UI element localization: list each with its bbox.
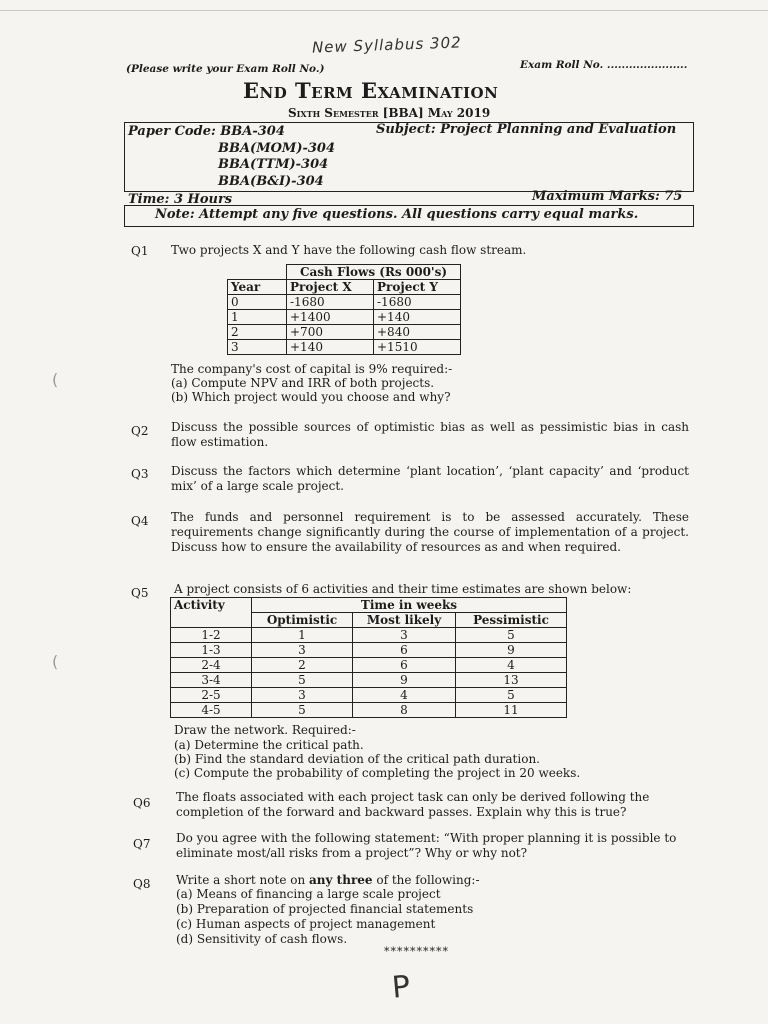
max-marks-label: Maximum Marks: 75 bbox=[532, 189, 683, 204]
table-cell: 3 bbox=[228, 340, 287, 355]
table-cell: 1 bbox=[228, 310, 287, 325]
q8-intro-end: of the following:- bbox=[372, 873, 480, 887]
table-cell: 13 bbox=[456, 673, 567, 688]
question-text: Discuss the possible sources of optimistic bias as well as pessimistic bias in cash flow estimation. bbox=[171, 420, 689, 449]
subject-label: Subject: Project Planning and Evaluation bbox=[376, 122, 677, 137]
table-row bbox=[228, 310, 461, 325]
question-subpart: (b) Which project would you choose and why? bbox=[171, 390, 451, 404]
table-cell: +1400 bbox=[287, 310, 374, 325]
table-group-header: Cash Flows (Rs 000's) bbox=[287, 265, 461, 280]
table-cell: +1510 bbox=[374, 340, 461, 355]
table-cell: +140 bbox=[374, 310, 461, 325]
table-cell: 5 bbox=[252, 673, 353, 688]
table-cell: 5 bbox=[252, 703, 353, 718]
question-number: Q4 bbox=[131, 514, 149, 528]
question-subtext: The company's cost of capital is 9% required:- bbox=[171, 362, 453, 376]
question-number: Q7 bbox=[133, 837, 151, 851]
question-text: Do you agree with the following statement: “With proper planning it is possible to eliminate most/all risks from a project”? Why or why not? bbox=[176, 831, 677, 860]
question-number: Q3 bbox=[131, 467, 149, 481]
table-cell: 9 bbox=[353, 673, 456, 688]
question-text: Discuss the factors which determine ‘plant location’, ‘plant capacity’ and ‘product mix’ of a large scale project. bbox=[171, 464, 689, 493]
table-cell: +840 bbox=[374, 325, 461, 340]
table-group-header: Time in weeks bbox=[252, 598, 567, 613]
scan-mark: ( bbox=[52, 652, 59, 671]
question-subpart: (d) Sensitivity of cash flows. bbox=[176, 932, 348, 946]
table-row bbox=[228, 295, 461, 310]
scan-mark: ( bbox=[52, 370, 59, 389]
question-text bbox=[176, 873, 480, 888]
question-number: Q1 bbox=[131, 244, 149, 258]
question-number: Q5 bbox=[131, 586, 149, 600]
column-header: Year bbox=[228, 280, 287, 295]
table-row bbox=[171, 658, 567, 673]
table-cell: 3 bbox=[252, 643, 353, 658]
table-cell: 11 bbox=[456, 703, 567, 718]
table-cell: 9 bbox=[456, 643, 567, 658]
table-row bbox=[171, 673, 567, 688]
table-cell: 6 bbox=[353, 643, 456, 658]
semester-subtitle: Sixth Semester [BBA] May 2019 bbox=[288, 106, 491, 120]
table-cell: 4-5 bbox=[171, 703, 252, 718]
table-cell: 5 bbox=[456, 688, 567, 703]
question-subpart: (a) Compute NPV and IRR of both projects. bbox=[171, 376, 435, 390]
q8-intro-emphasis: any three bbox=[309, 873, 373, 887]
question-number: Q8 bbox=[133, 877, 151, 891]
question-subpart: (c) Compute the probability of completing the project in 20 weeks. bbox=[174, 766, 581, 780]
table-cell: -1680 bbox=[374, 295, 461, 310]
paper-code: BBA(MOM)-304 bbox=[218, 140, 335, 156]
table-cell: 3 bbox=[252, 688, 353, 703]
table-cell: 4 bbox=[353, 688, 456, 703]
exam-roll-instruction: (Please write your Exam Roll No.) bbox=[126, 63, 325, 75]
paper-code: BBA(B&I)-304 bbox=[218, 173, 324, 189]
question-text: A project consists of 6 activities and their time estimates are shown below: bbox=[174, 582, 632, 596]
table-row bbox=[228, 325, 461, 340]
column-header: Optimistic bbox=[252, 613, 353, 628]
table-row bbox=[228, 340, 461, 355]
q8-intro-start: Write a short note on bbox=[176, 873, 310, 887]
table-cell: 6 bbox=[353, 658, 456, 673]
column-header: Activity bbox=[171, 598, 252, 628]
question-text: The funds and personnel requirement is to be assessed accurately. These requirements change significantly during the course of implementation of a project. Discuss how to ensure the availability of resources as and when required. bbox=[171, 510, 689, 554]
table-cell: 4 bbox=[456, 658, 567, 673]
handwritten-mark: P bbox=[390, 969, 412, 1006]
table-cell: 8 bbox=[353, 703, 456, 718]
scan-edge-line bbox=[0, 10, 768, 11]
table-row bbox=[171, 688, 567, 703]
handwritten-note: New Syllabus 302 bbox=[311, 33, 462, 57]
column-header: Project X bbox=[287, 280, 374, 295]
table-cell: 2-4 bbox=[171, 658, 252, 673]
question-subpart: (b) Preparation of projected financial statements bbox=[176, 902, 474, 916]
table-cell: 3-4 bbox=[171, 673, 252, 688]
question-number: Q6 bbox=[133, 796, 151, 810]
paper-code: BBA(TTM)-304 bbox=[218, 157, 329, 172]
question-text: Two projects X and Y have the following cash flow stream. bbox=[171, 243, 527, 257]
table-cell: 2-5 bbox=[171, 688, 252, 703]
table-row bbox=[171, 643, 567, 658]
paper-code-label: Paper Code: BBA-304 bbox=[128, 124, 285, 139]
question-subpart: (a) Determine the critical path. bbox=[174, 738, 364, 752]
table-cell: 1-3 bbox=[171, 643, 252, 658]
end-stars: ********** bbox=[384, 945, 449, 958]
question-subtext: Draw the network. Required:- bbox=[174, 723, 356, 737]
table-cell: +140 bbox=[287, 340, 374, 355]
table-cell: 5 bbox=[456, 628, 567, 643]
paper-codes bbox=[128, 124, 335, 190]
table-cell: 2 bbox=[252, 658, 353, 673]
table-cell: +700 bbox=[287, 325, 374, 340]
table-row bbox=[171, 703, 567, 718]
table-row bbox=[171, 628, 567, 643]
table-cell: -1680 bbox=[287, 295, 374, 310]
table-cell: 3 bbox=[353, 628, 456, 643]
question-subpart: (c) Human aspects of project management bbox=[176, 917, 436, 931]
page-title: End Term Examination bbox=[243, 78, 499, 103]
question-subpart: (a) Means of financing a large scale project bbox=[176, 887, 441, 901]
exam-roll-field: Exam Roll No. ...................... bbox=[520, 59, 688, 71]
question-number: Q2 bbox=[131, 424, 149, 438]
table-cell: 0 bbox=[228, 295, 287, 310]
activity-table bbox=[170, 597, 567, 718]
table-corner bbox=[228, 265, 287, 280]
table-cell: 1 bbox=[252, 628, 353, 643]
cash-flow-table bbox=[227, 264, 461, 355]
column-header: Pessimistic bbox=[456, 613, 567, 628]
table-cell: 2 bbox=[228, 325, 287, 340]
table-cell: 1-2 bbox=[171, 628, 252, 643]
instructions-note: Note: Attempt any five questions. All questions carry equal marks. bbox=[155, 207, 639, 222]
question-text: The floats associated with each project task can only be derived following the completion of the forward and backward passes. Explain why this is true? bbox=[176, 790, 650, 819]
column-header: Project Y bbox=[374, 280, 461, 295]
column-header: Most likely bbox=[353, 613, 456, 628]
question-subpart: (b) Find the standard deviation of the critical path duration. bbox=[174, 752, 540, 766]
time-label: Time: 3 Hours bbox=[128, 192, 233, 207]
